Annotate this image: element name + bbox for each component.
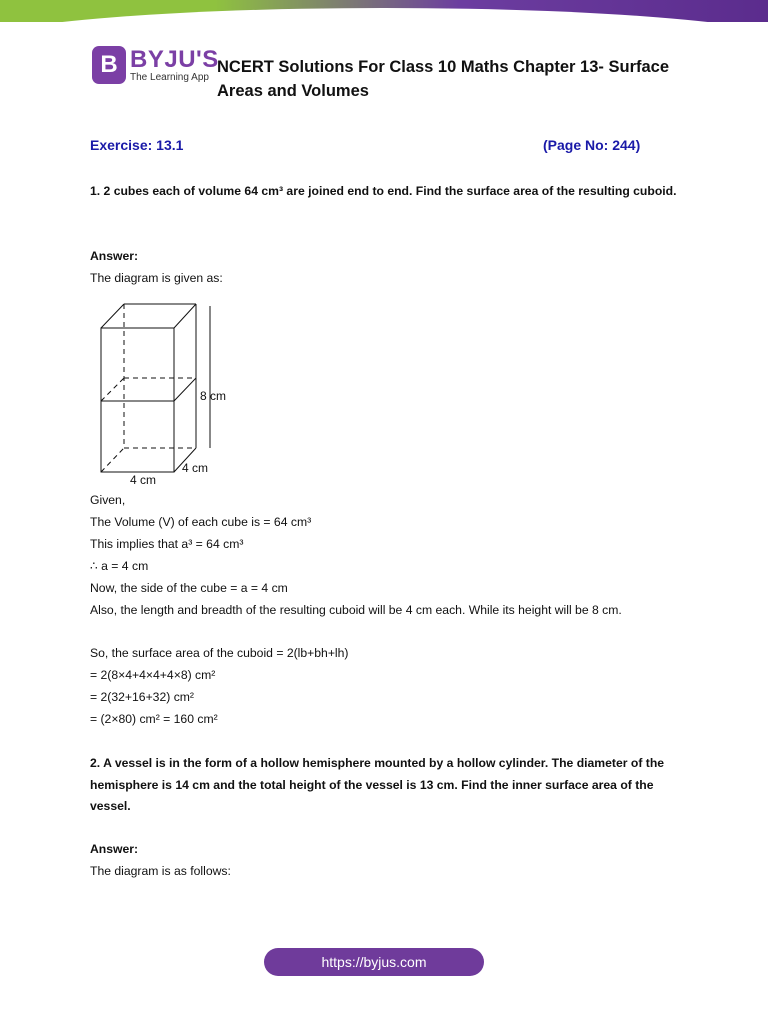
page-number-label: (Page No: 244): [543, 137, 641, 153]
answer-1-label: Answer:: [90, 249, 139, 263]
solution-line: ∴ a = 4 cm: [90, 559, 149, 573]
answer-2-label: Answer:: [90, 842, 139, 856]
solution-line: = 2(8×4+4×4+4×8) cm²: [90, 668, 216, 682]
stacked-cubes-diagram: [90, 296, 260, 490]
diagram-2-intro: The diagram is as follows:: [90, 864, 231, 878]
footer-url-link[interactable]: https://byjus.com: [264, 948, 484, 976]
solution-line: This implies that a³ = 64 cm³: [90, 537, 244, 551]
solution-line: Given,: [90, 493, 126, 507]
logo-badge: B: [92, 46, 126, 84]
question-2: 2. A vessel is in the form of a hollow hemisphere mounted by a hollow cylinder. The diameter of the hemisphere is 14 cm and the total height of the vessel is 13 cm. Find the inner surface area of the vessel.: [90, 756, 665, 813]
solution-line: = 2(32+16+32) cm²: [90, 690, 194, 704]
height-label: 8 cm: [200, 389, 227, 403]
solution-line: So, the surface area of the cuboid = 2(lb+bh+lh): [90, 646, 349, 660]
exercise-label: Exercise: 13.1: [90, 137, 184, 153]
cuboid-front-face: [101, 328, 174, 472]
solution-line: = (2×80) cm² = 160 cm²: [90, 712, 218, 726]
width-label: 4 cm: [130, 473, 157, 487]
byjus-logo: [92, 46, 219, 88]
depth-label: 4 cm: [182, 461, 209, 475]
hidden-edges: [101, 304, 196, 472]
logo-tagline: The Learning App: [130, 72, 209, 83]
document-title: NCERT Solutions For Class 10 Maths Chapter 13- Surface Areas and Volumes: [217, 58, 670, 100]
question-1: 1. 2 cubes each of volume 64 cm³ are joined end to end. Find the surface area of the resulting cuboid.: [90, 184, 677, 198]
solution-line: Also, the length and breadth of the resulting cuboid will be 4 cm each. While its height will be 8 cm.: [90, 603, 622, 617]
solution-line: Now, the side of the cube = a = 4 cm: [90, 581, 288, 595]
logo-wordmark: BYJU'S: [130, 46, 219, 73]
solution-line: The Volume (V) of each cube is = 64 cm³: [90, 515, 312, 529]
diagram-1-intro: The diagram is given as:: [90, 271, 223, 285]
